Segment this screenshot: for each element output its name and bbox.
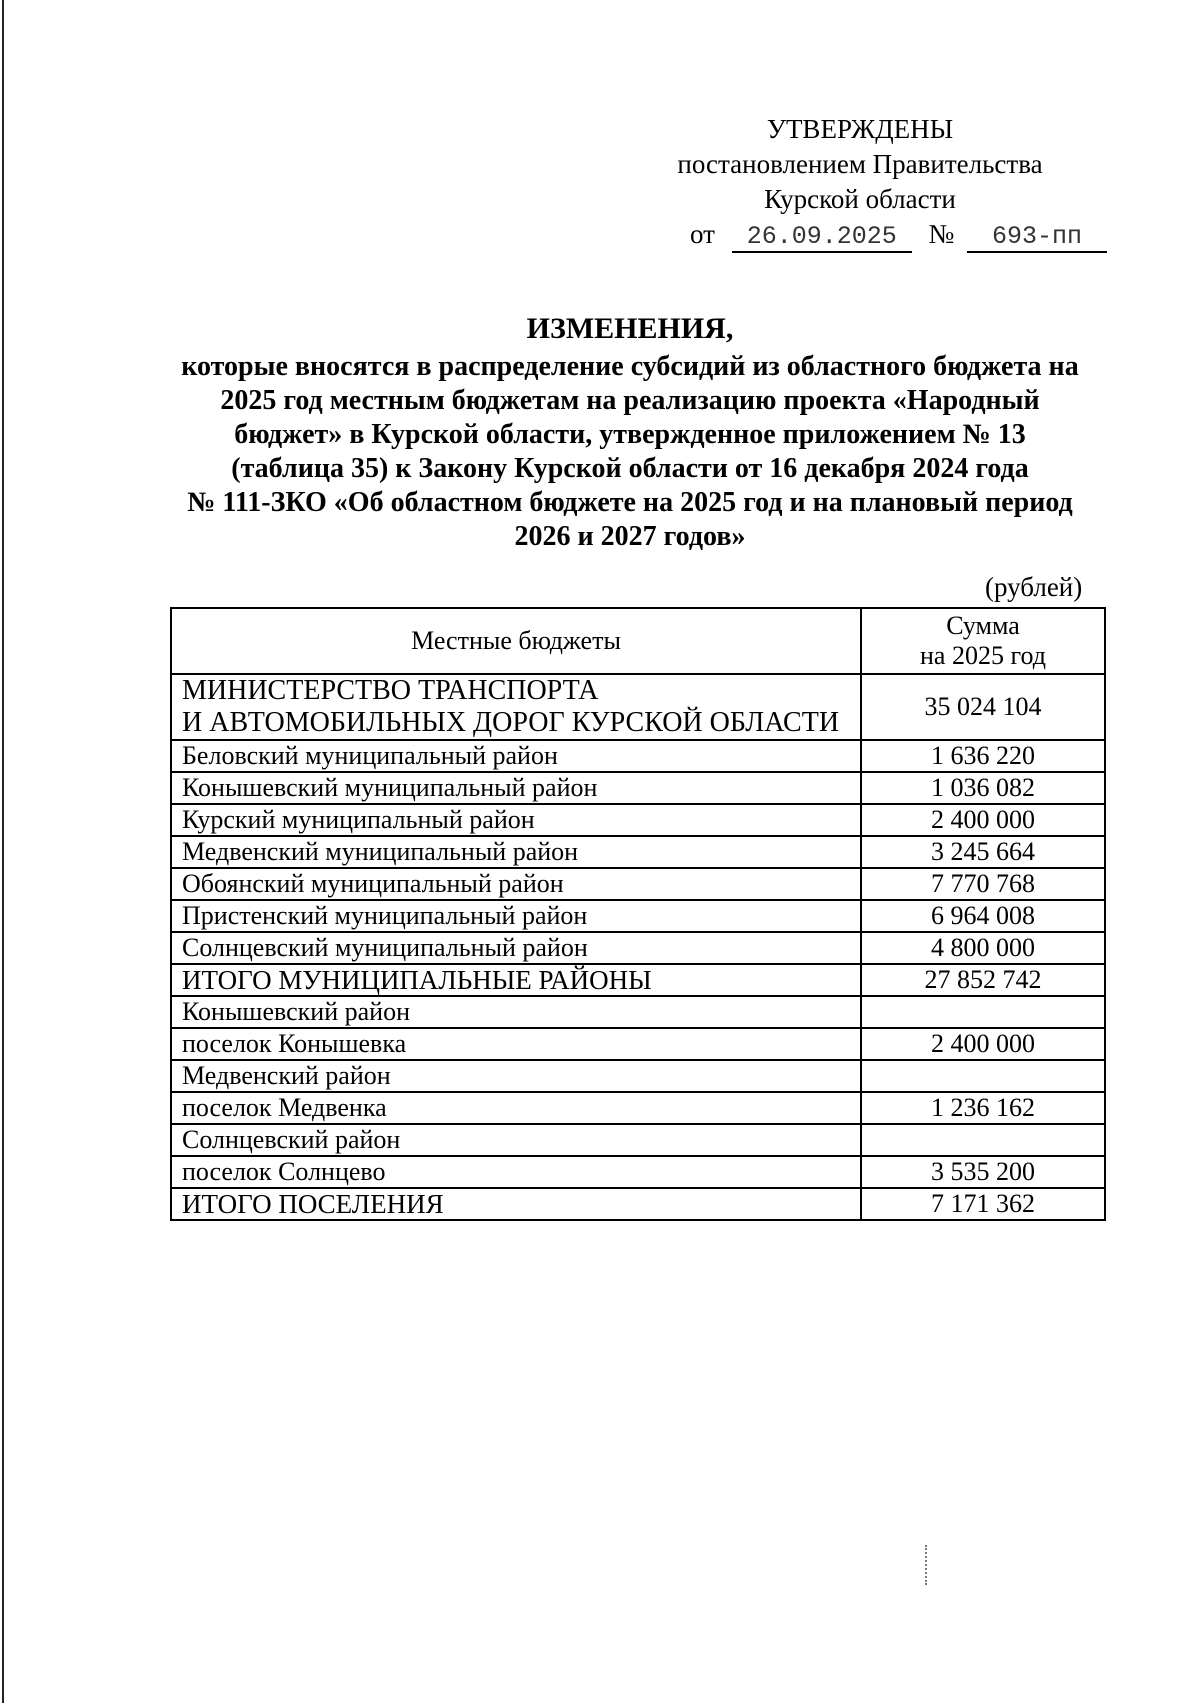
row-amount: 4 800 000: [861, 932, 1105, 964]
table-row: [171, 900, 1105, 932]
table-row: [171, 1156, 1105, 1188]
row-amount: [861, 1124, 1105, 1156]
table-row: [171, 740, 1105, 772]
row-amount: [861, 996, 1105, 1028]
row-name: ИТОГО ПОСЕЛЕНИЯ: [171, 1188, 861, 1220]
budget-table: [170, 607, 1106, 1221]
row-name: Медвенский муниципальный район: [171, 836, 861, 868]
row-name: поселок Конышевка: [171, 1028, 861, 1060]
title-heading: ИЗМЕНЕНИЯ,: [526, 312, 734, 345]
row-name: Пристенский муниципальный район: [171, 900, 861, 932]
approval-line-region: Курской области: [764, 184, 956, 214]
ministry-name-line1: МИНИСТЕРСТВО ТРАНСПОРТА: [182, 675, 599, 706]
approval-date-row: [690, 217, 1107, 253]
row-amount: 7 770 768: [861, 868, 1105, 900]
row-amount: 27 852 742: [861, 964, 1105, 996]
ministry-name-line2: И АВТОМОБИЛЬНЫХ ДОРОГ КУРСКОЙ ОБЛАСТИ: [182, 707, 840, 738]
title-line: № 111-ЗКО «Об областном бюджете на 2025 год и на плановый период: [187, 487, 1073, 518]
ministry-amount: 35 024 104: [861, 674, 1105, 740]
row-name: Солнцевский район: [171, 1124, 861, 1156]
approval-number: 693-пп: [967, 223, 1107, 253]
title-line: 2026 и 2027 годов»: [514, 521, 746, 552]
table-row: [171, 1028, 1105, 1060]
table-row-total-districts: [171, 964, 1105, 996]
row-name: Беловский муниципальный район: [171, 740, 861, 772]
row-name: Конышевский район: [171, 996, 861, 1028]
approval-date: 26.09.2025: [732, 223, 912, 253]
table-row: [171, 1124, 1105, 1156]
table-row: [171, 996, 1105, 1028]
ministry-name: [171, 674, 861, 740]
approval-line-decree: постановлением Правительства: [677, 149, 1043, 179]
table-row-ministry: [171, 674, 1105, 740]
row-amount: 1 236 162: [861, 1092, 1105, 1124]
table-row: [171, 868, 1105, 900]
table-row: [171, 1092, 1105, 1124]
row-name: Курский муниципальный район: [171, 804, 861, 836]
row-name: Медвенский район: [171, 1060, 861, 1092]
row-name: Конышевский муниципальный район: [171, 772, 861, 804]
row-amount: 1 036 082: [861, 772, 1105, 804]
date-prefix: от: [690, 219, 715, 249]
title-line: (таблица 35) к Закону Курской области от 16 декабря 2024 года: [231, 453, 1029, 484]
scan-speck-marks: [925, 1545, 931, 1585]
title-line: которые вносятся в распределение субсидий из областного бюджета на: [181, 351, 1079, 382]
header-amount: [861, 608, 1105, 674]
approval-stamp: [640, 112, 1080, 217]
table-row: [171, 1060, 1105, 1092]
number-prefix: №: [928, 219, 955, 249]
document-title: [150, 312, 1110, 554]
row-amount: 3 535 200: [861, 1156, 1105, 1188]
row-amount: 2 400 000: [861, 804, 1105, 836]
row-name: Солнцевский муниципальный район: [171, 932, 861, 964]
header-amount-line1: Сумма: [946, 611, 1020, 640]
table-row: [171, 804, 1105, 836]
row-amount: 6 964 008: [861, 900, 1105, 932]
header-local-budgets: Местные бюджеты: [171, 608, 861, 674]
table-row: [171, 836, 1105, 868]
table-row-total-settlements: [171, 1188, 1105, 1220]
scan-edge-line: [2, 0, 4, 1703]
title-line: 2025 год местным бюджетам на реализацию проекта «Народный: [220, 385, 1040, 416]
title-line: бюджет» в Курской области, утвержденное приложением № 13: [234, 419, 1026, 450]
table-header-row: [171, 608, 1105, 674]
table-row: [171, 932, 1105, 964]
row-amount: [861, 1060, 1105, 1092]
table-row: [171, 772, 1105, 804]
row-amount: 1 636 220: [861, 740, 1105, 772]
approval-heading: УТВЕРЖДЕНЫ: [766, 114, 954, 144]
row-name: ИТОГО МУНИЦИПАЛЬНЫЕ РАЙОНЫ: [171, 964, 861, 996]
row-amount: 3 245 664: [861, 836, 1105, 868]
unit-label: (рублей): [985, 572, 1083, 602]
row-name: поселок Солнцево: [171, 1156, 861, 1188]
row-name: Обоянский муниципальный район: [171, 868, 861, 900]
header-amount-line2: на 2025 год: [920, 641, 1046, 670]
row-amount: 2 400 000: [861, 1028, 1105, 1060]
row-amount: 7 171 362: [861, 1188, 1105, 1220]
row-name: поселок Медвенка: [171, 1092, 861, 1124]
